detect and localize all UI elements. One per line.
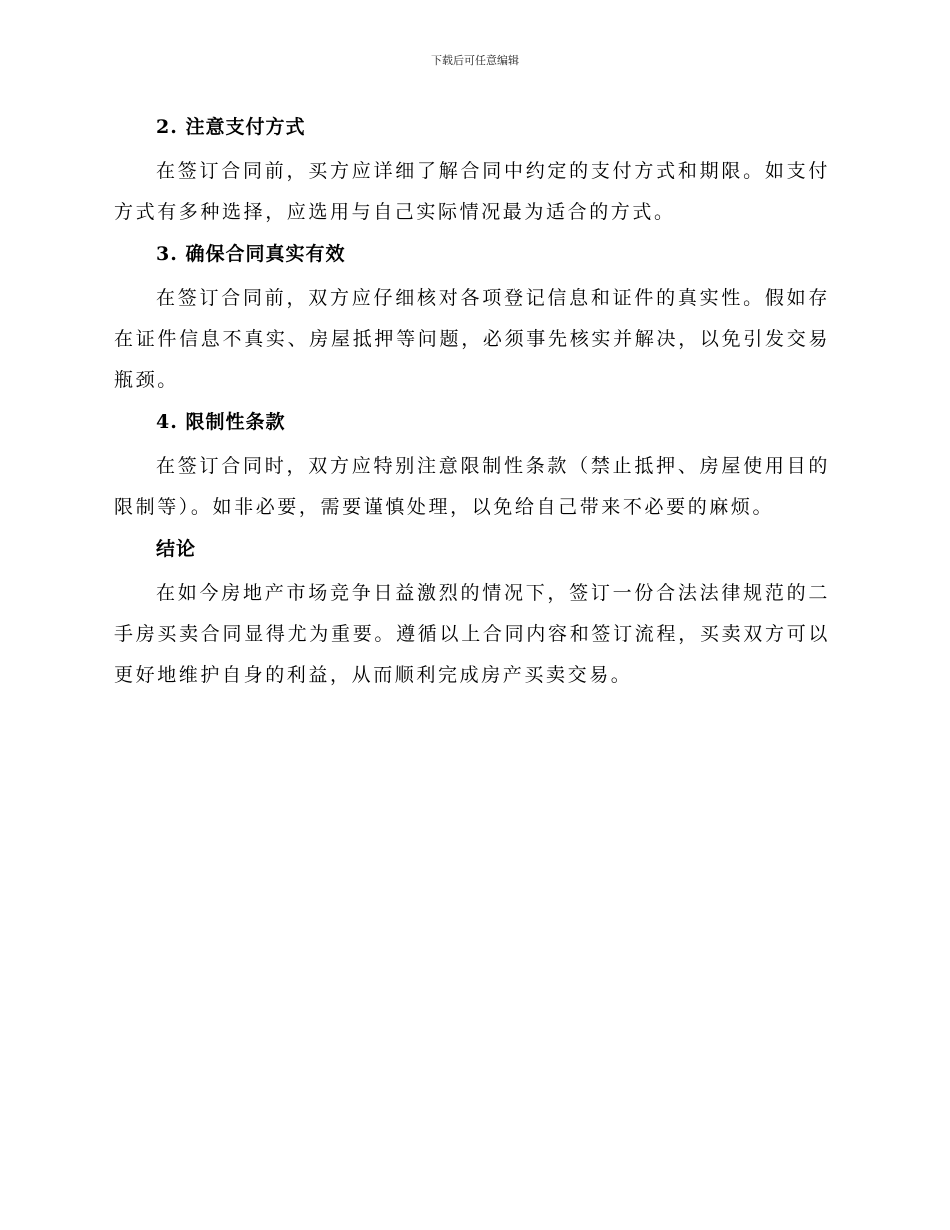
section-paragraph-payment: 在签订合同前，买方应详细了解合同中约定的支付方式和期限。如支付方式有多种选择，应选用与自己实际情况最为适合的方式。 (114, 160, 830, 223)
section-paragraph-restrictions: 在签订合同时，双方应特别注意限制性条款（禁止抵押、房屋使用目的限制等）。如非必要，需要谨慎处理，以免给自己带来不必要的麻烦。 (114, 455, 830, 518)
page-header-note: 下载后可任意编辑 (431, 54, 519, 67)
section-heading-payment: 2. 注意支付方式 (156, 116, 306, 138)
section-paragraph-validity: 在签订合同前，双方应仔细核对各项登记信息和证件的真实性。假如存在证件信息不真实、房屋抵押等问题，必须事先核实并解决，以免引发交易瓶颈。 (114, 287, 830, 391)
section-paragraph-conclusion: 在如今房地产市场竞争日益激烈的情况下，签订一份合法法律规范的二手房买卖合同显得尤为重要。遵循以上合同内容和签订流程，买卖双方可以更好地维护自身的利益，从而顺利完成房产买卖交易。 (114, 582, 830, 686)
section-heading-conclusion: 结论 (156, 538, 197, 560)
section-heading-restrictions: 4. 限制性条款 (156, 411, 286, 433)
section-heading-validity: 3. 确保合同真实有效 (156, 243, 346, 265)
document-body (114, 112, 830, 696)
